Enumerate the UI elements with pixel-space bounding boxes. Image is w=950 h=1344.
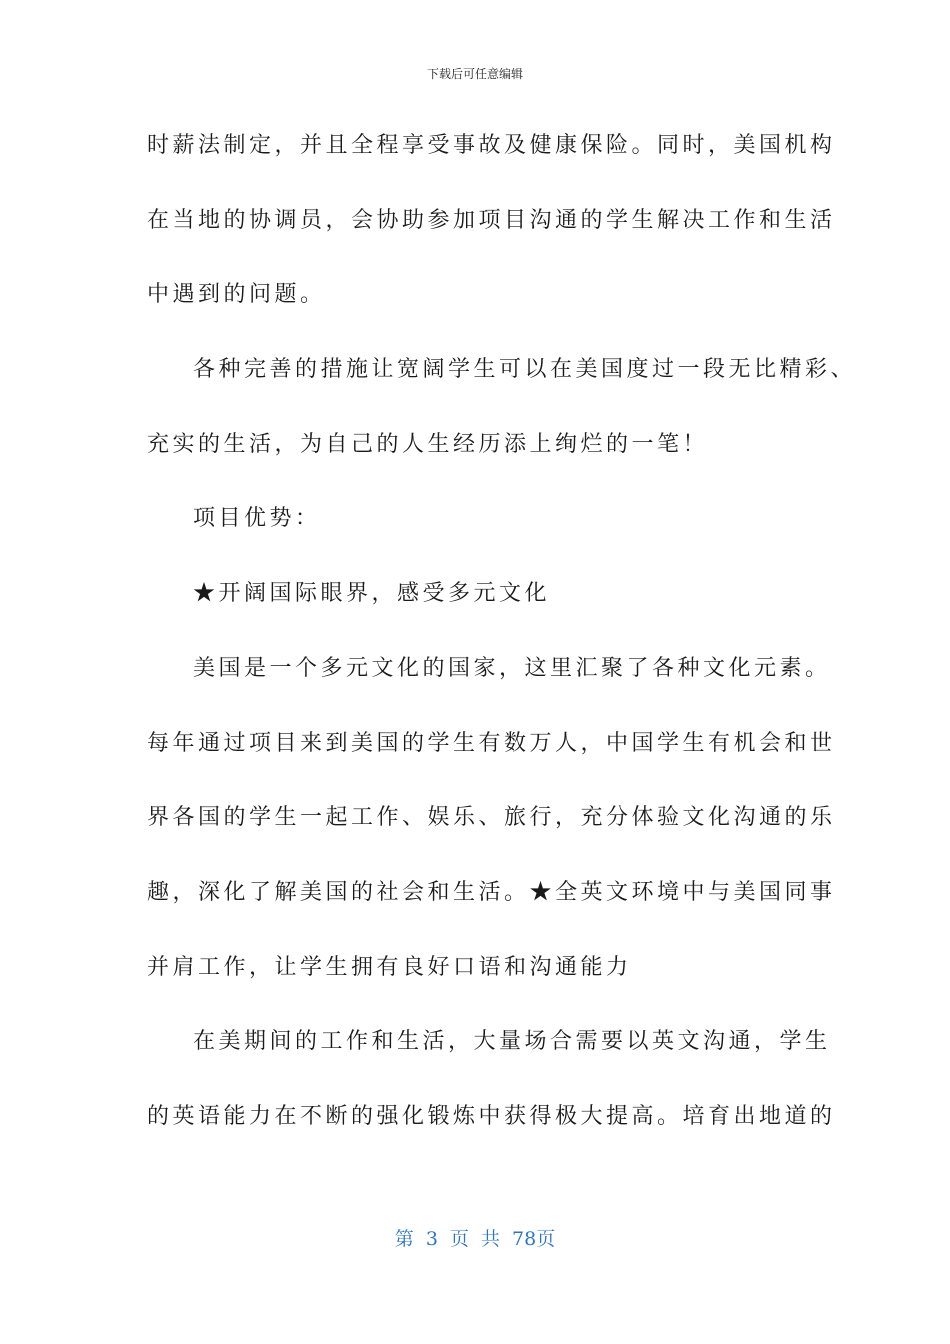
text-line: 界各国的学生一起工作、娱乐、旅行，充分体验文化沟通的乐 xyxy=(147,805,836,831)
page-number-footer: 第 3 页 共 78页 xyxy=(394,1228,556,1250)
bullet-heading: ★开阔国际眼界，感受多元文化 xyxy=(193,581,551,607)
section-heading: 项目优势： xyxy=(193,506,321,532)
text-line: 时薪法制定，并且全程享受事故及健康保险。同时，美国机构 xyxy=(147,133,836,158)
text-line: 各种完善的措施让宽阔学生可以在美国度过一段无比精彩、 xyxy=(193,357,857,383)
text-line: 美国是一个多元文化的国家，这里汇聚了各种文化元素。 xyxy=(193,655,831,681)
text-line: 中遇到的问题。 xyxy=(147,282,326,308)
text-line: 的英语能力在不断的强化锻炼中获得极大提高。培育出地道的 xyxy=(147,1103,836,1129)
page-header: 下载后可任意编辑 xyxy=(426,67,523,81)
text-line: 充实的生活，为自己的人生经历添上绚烂的一笔！ xyxy=(147,431,709,457)
text-line: 在美期间的工作和生活，大量场合需要以英文沟通，学生 xyxy=(193,1029,831,1055)
text-line: 在当地的协调员，会协助参加项目沟通的学生解决工作和生活 xyxy=(147,207,836,233)
text-line: 趣，深化了解美国的社会和生活。★全英文环境中与美国同事 xyxy=(147,879,836,905)
document-body xyxy=(147,120,857,1166)
text-line: 每年通过项目来到美国的学生有数万人，中国学生有机会和世 xyxy=(147,730,836,756)
text-line: 并肩工作，让学生拥有良好口语和沟通能力 xyxy=(147,954,632,980)
